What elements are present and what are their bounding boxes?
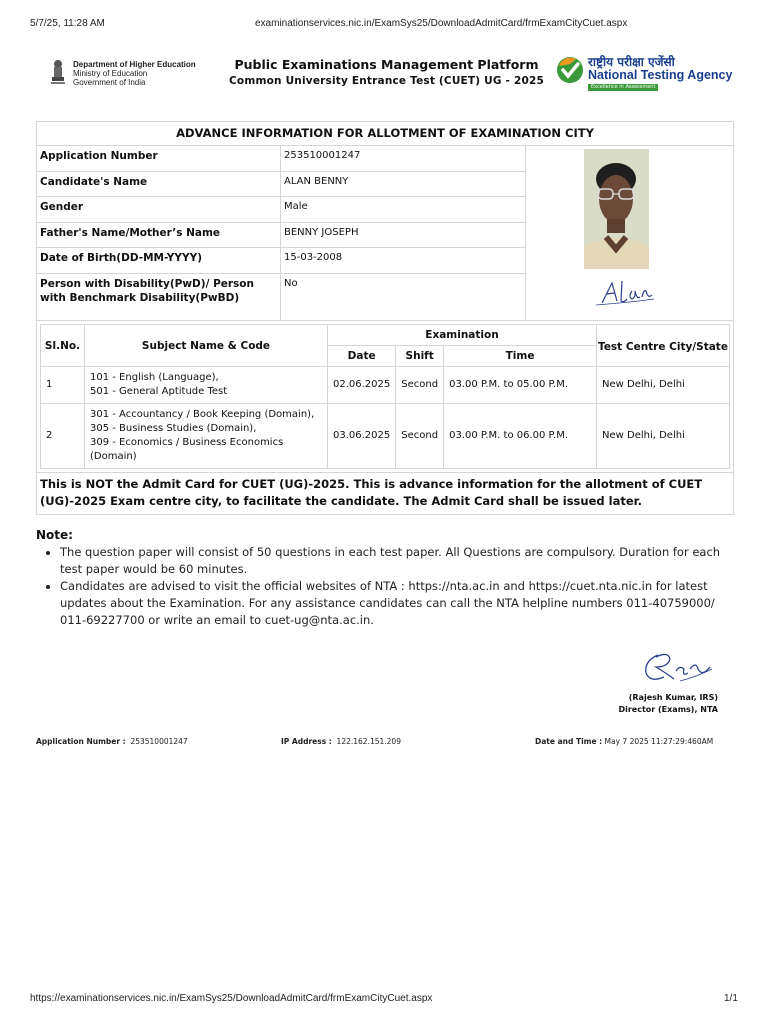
national-emblem-icon <box>48 59 68 87</box>
row-slno: 2 <box>41 404 85 469</box>
parent-name-label: Father's Name/Mother’s Name <box>37 223 281 247</box>
note-title: Note: <box>36 528 73 542</box>
pwd-value: No <box>284 278 298 289</box>
row-time: 03.00 P.M. to 05.00 P.M. <box>444 367 597 404</box>
nta-check-icon <box>556 56 584 84</box>
row-shift: Second <box>396 404 444 469</box>
row-date: 02.06.2025 <box>328 367 396 404</box>
admit-card-notice: This is NOT the Admit Card for CUET (UG)-2025. This is advance information for the allotment of CUET (UG)-2025 Exam centre city, to facilitate the candidate. The Admit Card shall be issued later. <box>37 472 733 514</box>
moe-line2: Ministry of Education <box>73 69 148 78</box>
note-section <box>36 528 726 629</box>
col-time: Time <box>444 346 597 367</box>
footer-app-value: 253510001247 <box>130 737 188 746</box>
col-examination: Examination <box>328 325 597 346</box>
nta-tagline: Excellence in Assessment <box>588 84 658 91</box>
candidate-signature <box>584 273 664 313</box>
footer-ip-value: 122.162.151.209 <box>336 737 401 746</box>
candidate-name-label: Candidate's Name <box>37 172 281 196</box>
table-row <box>41 367 730 404</box>
row-pwd <box>37 274 525 320</box>
footer-date-time <box>535 737 713 746</box>
col-date: Date <box>328 346 396 367</box>
print-page-count: 1/1 <box>724 993 738 1004</box>
director-name: (Rajesh Kumar, IRS) <box>628 693 718 702</box>
footer-dt-label: Date and Time : <box>535 737 603 746</box>
footer-ip-address <box>281 737 401 746</box>
gender-label: Gender <box>37 197 281 222</box>
document-header <box>44 50 734 95</box>
note-item: • Candidates are advised to visit the official websites of NTA : https://nta.ac.in and https://cuet.nta.nic.in for latest updates about the Examination. For any assistance candidates can call the NTA helpline numbers 011-40759000/ 011-69227700 or write an email to cuet-ug@nta.ac.in. <box>60 578 726 629</box>
subject-line: 301 - Accountancy / Book Keeping (Domain), <box>90 409 315 420</box>
row-candidate-name <box>37 172 525 197</box>
subject-line: 501 - General Aptitude Test <box>90 386 228 397</box>
moe-line3: Government of India <box>73 78 146 87</box>
row-slno: 1 <box>41 367 85 404</box>
col-slno: Sl.No. <box>41 325 85 367</box>
candidate-name-value: ALAN BENNY <box>284 176 349 187</box>
nta-english-name: National Testing Agency <box>588 68 733 82</box>
footer-dt-value: May 7 2025 11:27:29:460AM <box>604 737 714 746</box>
page-title: Public Examinations Management Platform <box>234 57 539 72</box>
col-subject: Subject Name & Code <box>85 325 328 367</box>
row-gender <box>37 197 525 223</box>
moe-logo <box>48 58 208 90</box>
row-time: 03.00 P.M. to 06.00 P.M. <box>444 404 597 469</box>
row-date: 03.06.2025 <box>328 404 396 469</box>
dob-label: Date of Birth(DD-MM-YYYY) <box>37 248 281 273</box>
section-title: ADVANCE INFORMATION FOR ALLOTMENT OF EXAMINATION CITY <box>37 122 733 146</box>
candidate-details <box>37 146 733 321</box>
print-page-url: examinationservices.nic.in/ExamSys25/DownloadAdmitCard/frmExamCityCuet.aspx <box>255 18 628 29</box>
director-block <box>618 692 718 716</box>
row-centre: New Delhi, Delhi <box>597 404 730 469</box>
footer-ip-label: IP Address : <box>281 737 332 746</box>
gender-value: Male <box>284 201 308 212</box>
application-number-value: 253510001247 <box>284 150 361 161</box>
parent-name-value: BENNY JOSEPH <box>284 227 359 238</box>
print-footer-url: https://examinationservices.nic.in/ExamSys25/DownloadAdmitCard/frmExamCityCuet.aspx <box>30 993 433 1004</box>
col-shift: Shift <box>396 346 444 367</box>
row-subjects <box>85 367 328 404</box>
pwd-label: Person with Disability(PwD)/ Person with Benchmark Disability(PwBD) <box>37 274 281 320</box>
row-parent-name <box>37 223 525 248</box>
row-application-number <box>37 146 525 172</box>
col-centre: Test Centre City/State <box>597 325 730 367</box>
footer-application-number <box>36 737 188 746</box>
subject-line: 309 - Economics / Business Economics (Domain) <box>90 437 284 462</box>
moe-line1: Department of Higher Education <box>73 60 196 69</box>
nta-logo <box>556 53 736 93</box>
nta-hindi-name: राष्ट्रीय परीक्षा एजेंसी <box>588 55 675 69</box>
subject-line: 101 - English (Language), <box>90 372 219 383</box>
row-date-of-birth <box>37 248 525 274</box>
dob-value: 15-03-2008 <box>284 252 343 263</box>
note-item: • The question paper will consist of 50 questions in each test paper. All Questions are compulsory. Duration for each test paper would be 60 minutes. <box>60 544 726 578</box>
subject-line: 305 - Business Studies (Domain), <box>90 423 257 434</box>
row-subjects <box>85 404 328 469</box>
row-centre: New Delhi, Delhi <box>597 367 730 404</box>
table-row <box>41 404 730 469</box>
director-signature <box>640 647 718 687</box>
candidate-photo <box>584 149 649 269</box>
director-title: Director (Exams), NTA <box>618 705 718 714</box>
print-datetime: 5/7/25, 11:28 AM <box>30 18 105 29</box>
footer-app-label: Application Number : <box>36 737 126 746</box>
exam-schedule-table <box>40 324 730 469</box>
allotment-info-box <box>36 121 734 515</box>
page-subtitle: Common University Entrance Test (CUET) UG - 2025 <box>229 75 544 87</box>
row-shift: Second <box>396 367 444 404</box>
application-number-label: Application Number <box>37 146 281 171</box>
